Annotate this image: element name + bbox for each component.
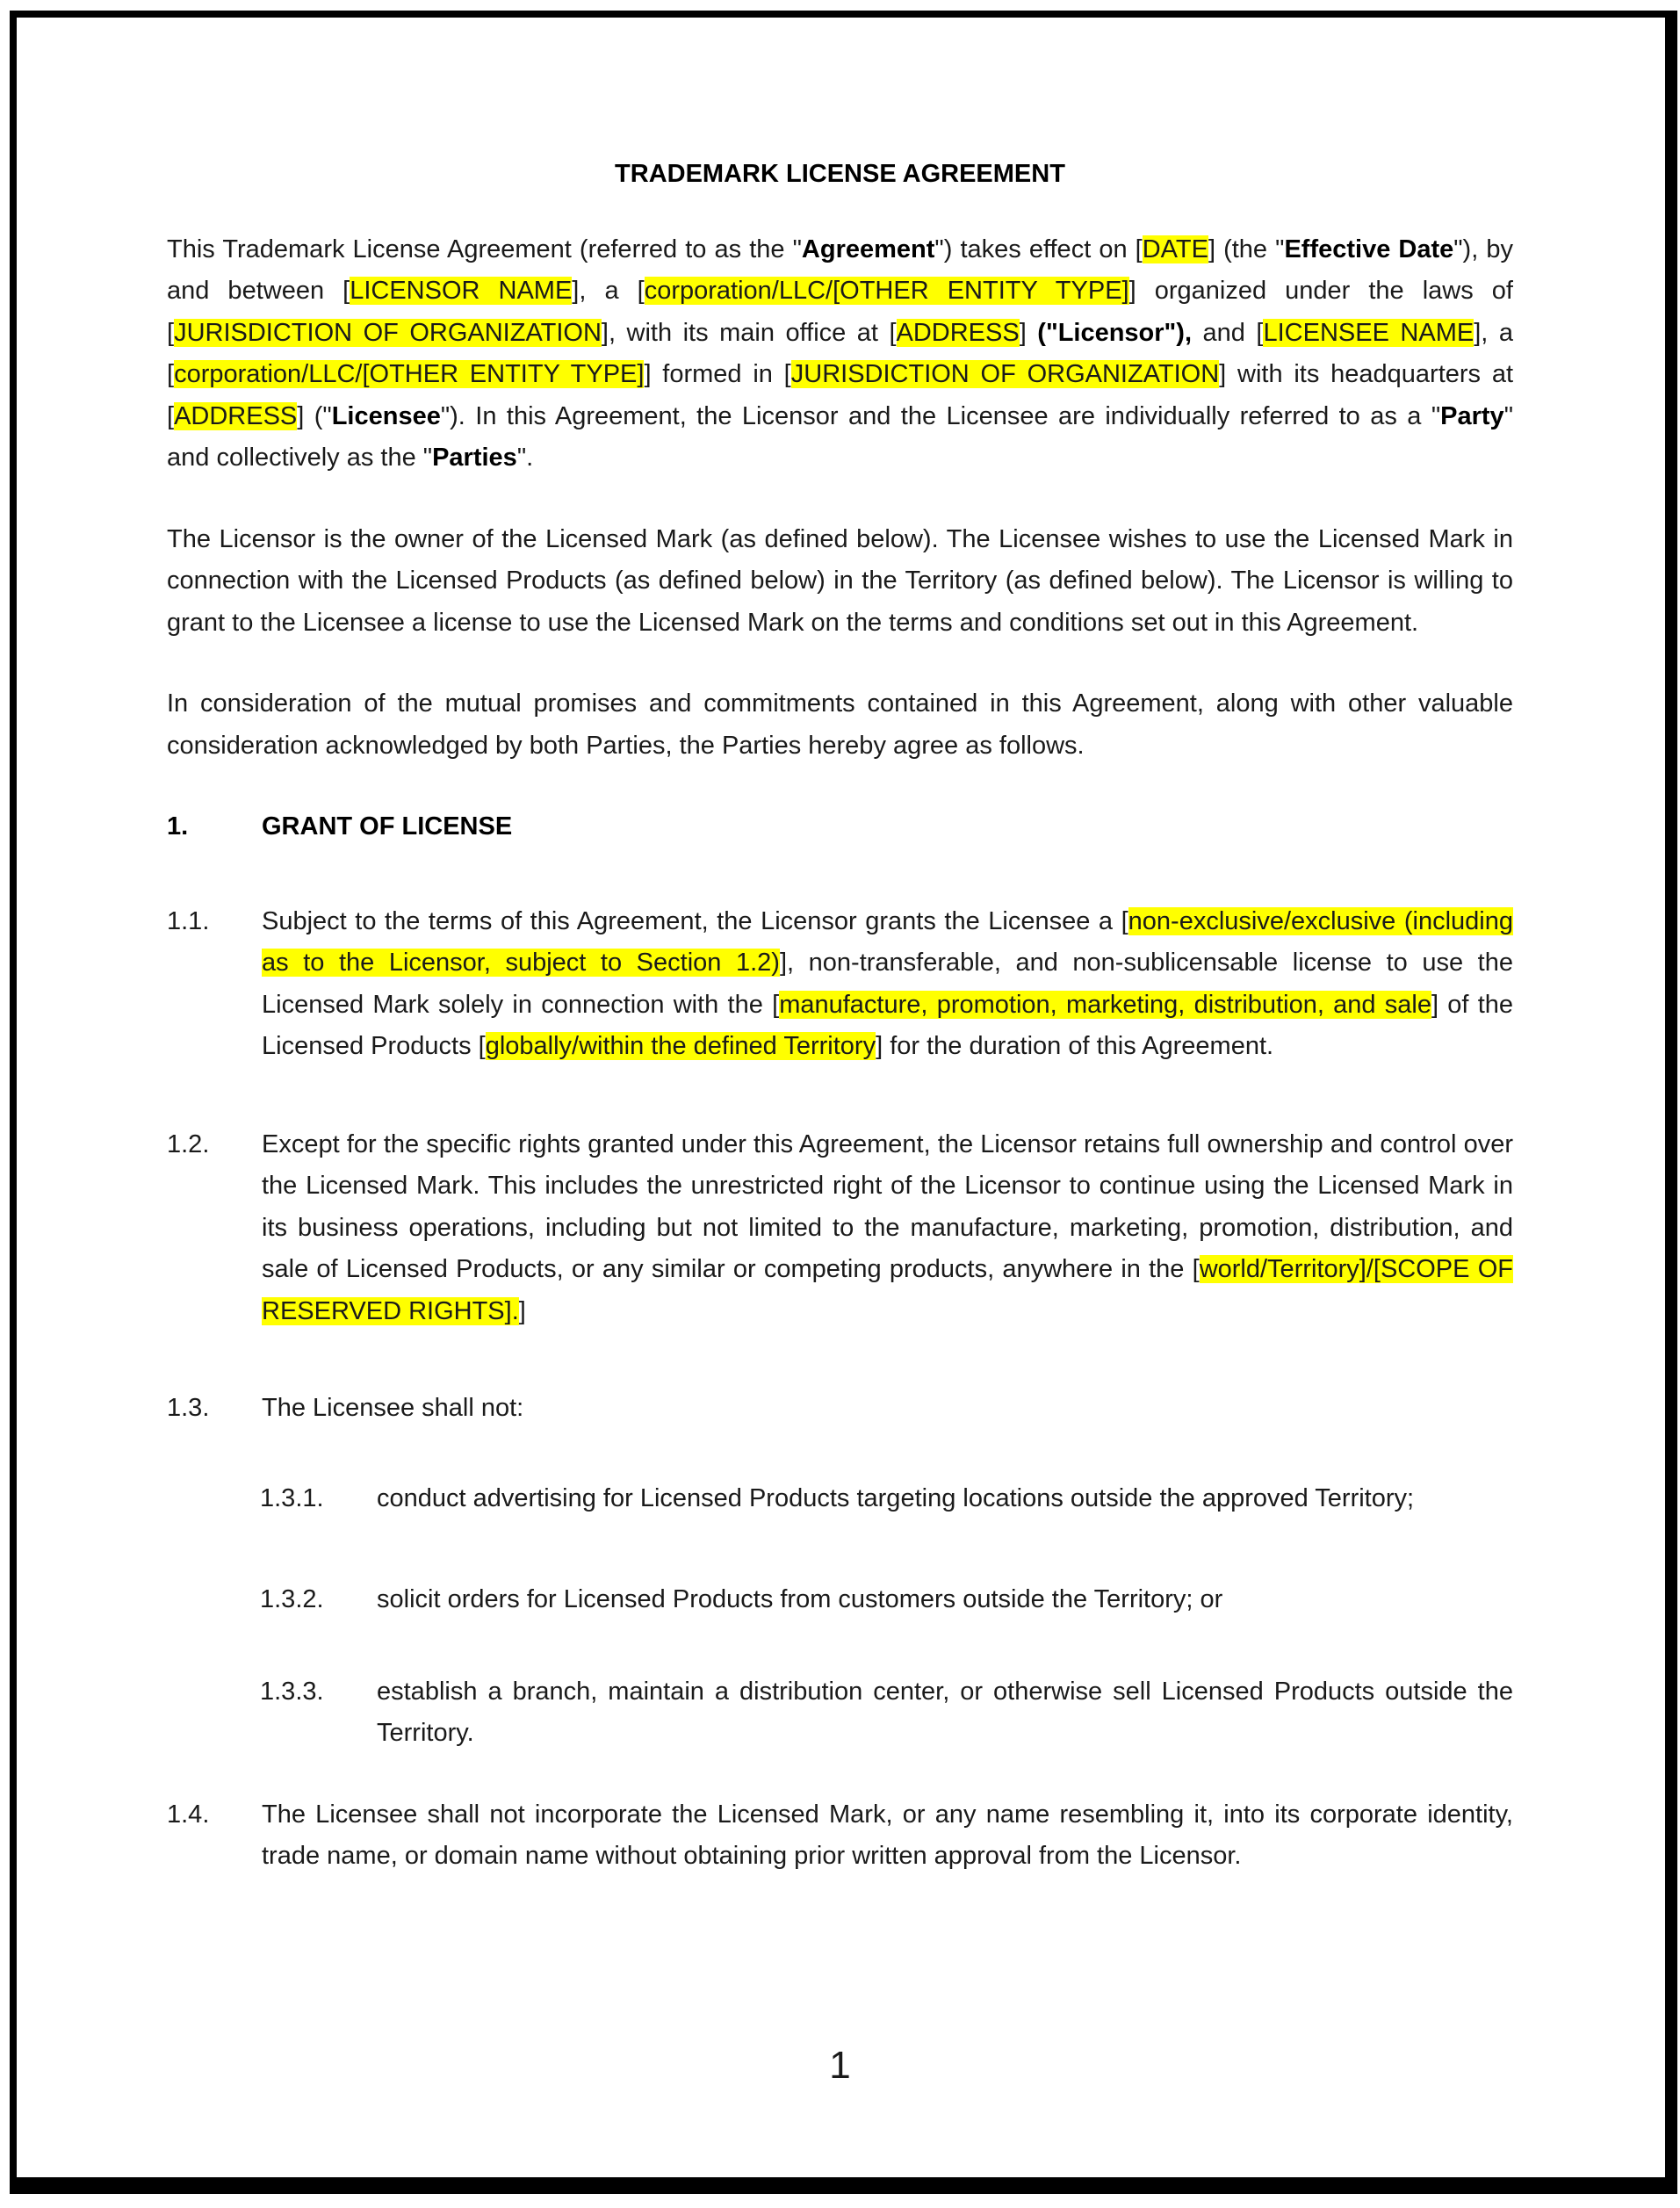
text-run: Except for the specific rights granted under this Agreement, the Licensor retains full ownership and control over the Licensed Mark. This includes the unrestricted right of the Licensor to continue using the Licensed Mark in its business operations, including but not limited to the manufacture, marketing, promotion, distribution, and sale of Licensed Products, or any similar or competing products, anywhere in the [ bbox=[262, 1129, 1513, 1283]
text-run: ] for the duration of this Agreement. bbox=[876, 1032, 1274, 1060]
section-heading-grant-of-license bbox=[167, 806, 1513, 848]
highlighted-placeholder: JURISDICTION OF ORGANIZATION bbox=[790, 360, 1220, 388]
text-run: The Licensor is the owner of the Licensed Mark (as defined below). The Licensee wishes to use the Licensed Mark in connection with the Licensed Products (as defined below) in the Territory (as defined below). The Licensor is willing to grant to the Licensee a license to use the Licensed Mark on the terms and conditions set out in this Agreement. bbox=[167, 524, 1513, 637]
bold-run: Licensee bbox=[331, 401, 441, 430]
highlighted-placeholder: corporation/LLC/[OTHER ENTITY TYPE] bbox=[174, 360, 645, 388]
text-run: ], a [ bbox=[572, 277, 645, 305]
bold-run: Party bbox=[1440, 401, 1504, 430]
bold-run: Effective Date bbox=[1284, 235, 1454, 263]
clause-number: 1.4. bbox=[167, 1800, 210, 1829]
bold-run: Parties bbox=[432, 444, 517, 472]
highlighted-placeholder: manufacture, promotion, marketing, distribution, and sale bbox=[779, 990, 1431, 1019]
document-content bbox=[167, 154, 1513, 1878]
subclause-text bbox=[377, 1671, 1513, 1755]
text-run: "). In this Agreement, the Licensor and the Licensee are individually referred to as a " bbox=[440, 401, 1441, 430]
text-run: In consideration of the mutual promises and commitments contained in this Agreement, along with other valuable consideration acknowledged by both Parties, the Parties hereby agree as follows. bbox=[167, 689, 1513, 760]
subclause-1-3-1 bbox=[167, 1478, 1513, 1520]
text-run: ] (the " bbox=[1208, 235, 1285, 263]
text-run: Subject to the terms of this Agreement, the Licensor grants the Licensee a [ bbox=[262, 906, 1128, 935]
page-number: 1 bbox=[829, 2044, 851, 2087]
text-run: and [ bbox=[1192, 318, 1264, 347]
bold-run: Agreement bbox=[801, 235, 935, 263]
text-run: ] with its headquarters at [ bbox=[167, 360, 1514, 430]
text-run: ] bbox=[518, 1296, 526, 1325]
text-run: "), by and between [ bbox=[167, 235, 1513, 305]
text-run: conduct advertising for Licensed Products targeting locations outside the approved Territory; bbox=[377, 1483, 1415, 1512]
text-run: ] organized under the laws of [ bbox=[167, 277, 1513, 347]
bold-run: ("Licensor"), bbox=[1037, 318, 1193, 347]
document-title: TRADEMARK LICENSE AGREEMENT bbox=[615, 160, 1065, 188]
text-run: solicit orders for Licensed Products from customers outside the Territory; or bbox=[377, 1585, 1223, 1613]
clause-number: 1.3. bbox=[167, 1394, 210, 1422]
highlighted-placeholder: ADDRESS bbox=[896, 318, 1020, 347]
text-run: ] (" bbox=[297, 401, 332, 430]
highlighted-placeholder: DATE bbox=[1142, 235, 1208, 263]
intro-paragraph-3 bbox=[167, 683, 1513, 767]
highlighted-placeholder: LICENSOR NAME bbox=[350, 277, 573, 305]
text-run: ], a [ bbox=[167, 318, 1513, 388]
clause-text bbox=[262, 1124, 1513, 1333]
highlighted-placeholder: LICENSEE NAME bbox=[1263, 318, 1475, 347]
subclause-number: 1.3.2. bbox=[260, 1585, 324, 1613]
clause-1-4 bbox=[167, 1794, 1513, 1878]
highlighted-placeholder: ADDRESS bbox=[174, 401, 298, 430]
text-run: The Licensee shall not incorporate the Licensed Mark, or any name resembling it, into its corporate identity, trade name, or domain name without obtaining prior written approval from the Licensor. bbox=[262, 1800, 1513, 1870]
subclause-number: 1.3.3. bbox=[260, 1677, 324, 1706]
clause-text bbox=[262, 901, 1513, 1068]
highlighted-placeholder: non-exclusive/exclusive (including as to the Licensor, subject to Section 1.2) bbox=[262, 906, 1513, 977]
text-run: ] of the Licensed Products [ bbox=[262, 990, 1514, 1060]
section-number: 1. bbox=[167, 812, 189, 841]
highlighted-placeholder: globally/within the defined Territory bbox=[485, 1032, 876, 1060]
subclause-text bbox=[377, 1478, 1513, 1520]
highlighted-placeholder: JURISDICTION OF ORGANIZATION bbox=[174, 318, 602, 347]
text-run: ] bbox=[1019, 318, 1038, 347]
text-run: ] formed in [ bbox=[644, 360, 791, 388]
subclause-text bbox=[377, 1579, 1513, 1621]
subclause-1-3-3 bbox=[167, 1671, 1513, 1755]
subclause-number: 1.3.1. bbox=[260, 1483, 324, 1512]
text-run: ], non-transferable, and non-sublicensable license to use the Licensed Mark solely in connection with the [ bbox=[262, 949, 1513, 1019]
highlighted-placeholder: world/Territory]/[SCOPE OF RESERVED RIGHTS]. bbox=[262, 1255, 1513, 1325]
text-run: This Trademark License Agreement (referred to as the " bbox=[167, 235, 802, 263]
text-run: " and collectively as the " bbox=[167, 401, 1513, 472]
clause-number: 1.1. bbox=[167, 906, 210, 935]
text-run: ") takes effect on [ bbox=[934, 235, 1143, 263]
clause-number: 1.2. bbox=[167, 1129, 210, 1158]
section-title: GRANT OF LICENSE bbox=[262, 812, 513, 841]
clause-1-1 bbox=[167, 901, 1513, 1068]
clause-1-3 bbox=[167, 1388, 1513, 1430]
highlighted-placeholder: corporation/LLC/[OTHER ENTITY TYPE] bbox=[644, 277, 1129, 305]
clause-1-2 bbox=[167, 1124, 1513, 1333]
clause-text bbox=[262, 1388, 1513, 1430]
subclause-1-3-2 bbox=[167, 1579, 1513, 1621]
intro-paragraph-1 bbox=[167, 229, 1513, 480]
text-run: The Licensee shall not: bbox=[262, 1394, 524, 1422]
intro-paragraph-2 bbox=[167, 519, 1513, 645]
text-run: ], with its main office at [ bbox=[601, 318, 897, 347]
clause-text bbox=[262, 1794, 1513, 1878]
text-run: establish a branch, maintain a distribution center, or otherwise sell Licensed Products outside the Territory. bbox=[377, 1677, 1513, 1747]
text-run: ". bbox=[516, 444, 534, 472]
